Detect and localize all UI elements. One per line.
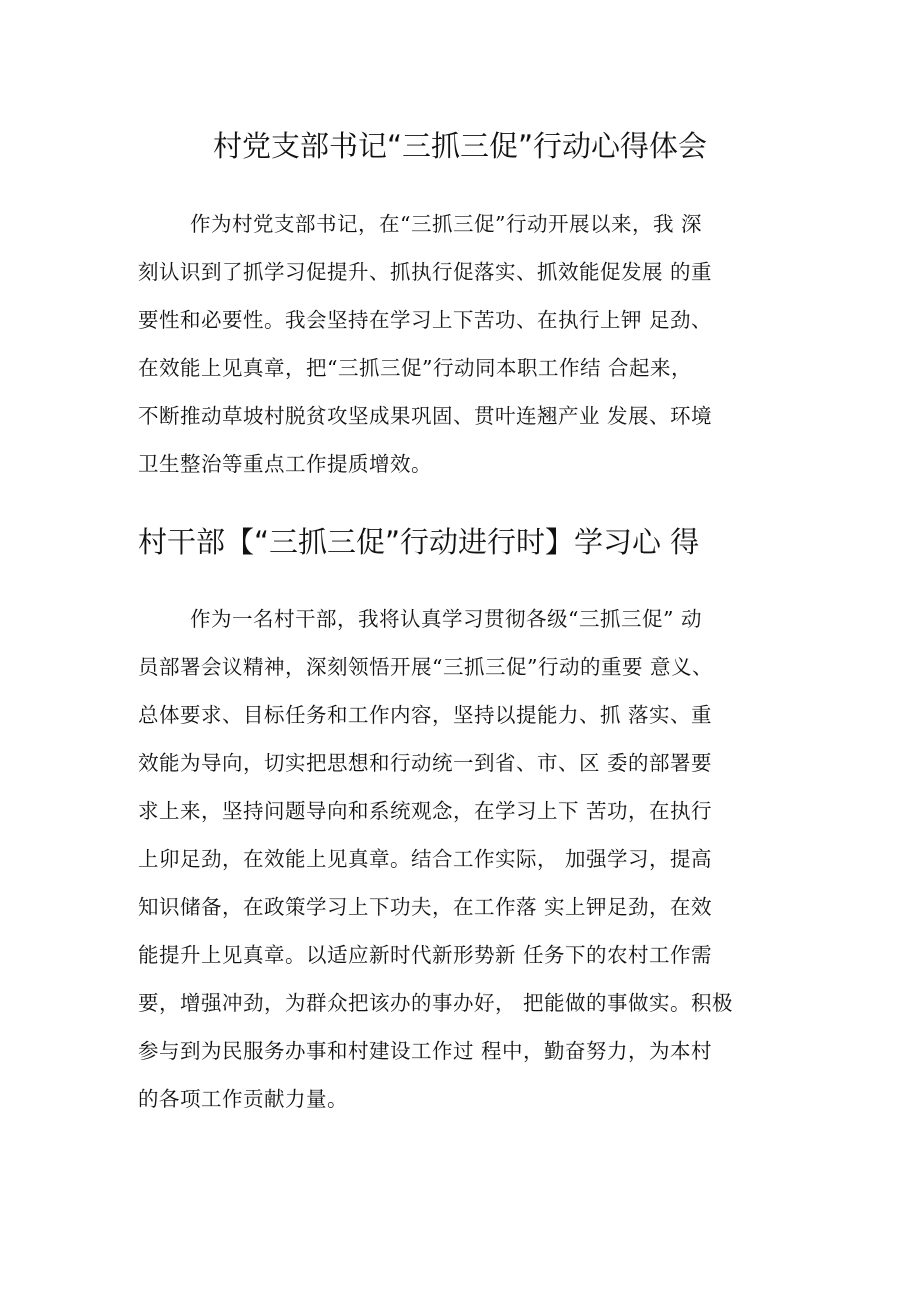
paragraph-2-line: 知识储备，在政策学习上下功夫，在工作落 实上钾足劲，在效 — [138, 895, 713, 919]
paragraph-1 — [138, 200, 818, 488]
paragraph-2 — [138, 595, 818, 1123]
paragraph-2-line: 能提升上见真章。以适应新时代新形势新 任务下的农村工作需 — [138, 943, 713, 967]
paragraph-1-line: 刻认识到了抓学习促提升、抓执行促落实、抓效能促发展 的重 — [138, 260, 713, 284]
paragraph-1-line: 要性和必要性。我会坚持在学习上下苦功、在执行上钾 足劲、 — [138, 308, 713, 332]
paragraph-2-line: 上卯足劲，在效能上见真章。结合工作实际， 加强学习，提高 — [138, 847, 713, 871]
paragraph-1-line: 不断推动草坡村脱贫攻坚成果巩固、贯叶连翘产业 发展、环境 — [138, 404, 713, 428]
paragraph-2-line: 的各项工作贡献力量。 — [138, 1087, 348, 1111]
paragraph-1-line: 卫生整治等重点工作提质增效。 — [138, 452, 432, 476]
paragraph-2-line: 总体要求、目标任务和工作内容，坚持以提能力、抓 落实、重 — [138, 703, 713, 727]
paragraph-1-line: 在效能上见真章，把“三抓三促”行动同本职工作结 合起来， — [138, 356, 692, 380]
section-title-1: 村党支部书记“三抓三促”行动心得体会 — [212, 129, 708, 163]
paragraph-1-line: 作为村党支部书记，在“三抓三促”行动开展以来，我 深 — [190, 212, 702, 236]
paragraph-2-line: 员部署会议精神，深刻领悟开展“三抓三促”行动的重要 意义、 — [138, 655, 713, 679]
paragraph-2-line: 求上来，坚持问题导向和系统观念，在学习上下 苦功，在执行 — [138, 799, 713, 823]
paragraph-2-line: 要，增强冲劲，为群众把该办的事办好， 把能做的事做实。积极 — [138, 991, 734, 1015]
paragraph-2-line: 效能为导向，切实把思想和行动统一到省、市、区 委的部署要 — [138, 751, 713, 775]
paragraph-2-line: 作为一名村干部，我将认真学习贯彻各级“三抓三促” 动 — [190, 607, 702, 631]
paragraph-2-line: 参与到为民服务办事和村建设工作过 程中，勤奋努力，为本村 — [138, 1039, 713, 1063]
section-title-2: 村干部【“三抓三促”行动进行时】学习心 得 — [138, 525, 700, 559]
